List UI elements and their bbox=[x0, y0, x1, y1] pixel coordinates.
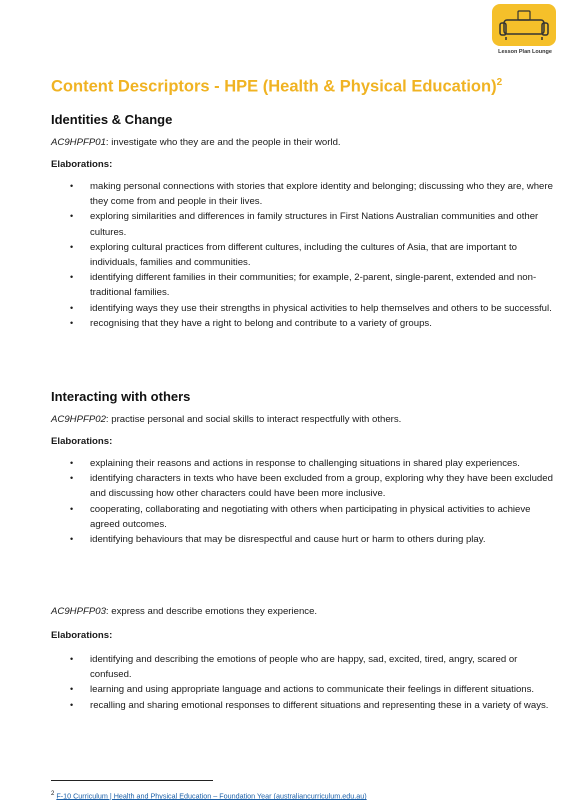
curriculum-link[interactable]: F-10 Curriculum | Health and Physical Education – Foundation Year (australiancurriculum.edu.au) bbox=[56, 791, 367, 801]
sofa-icon bbox=[492, 4, 556, 46]
list-item: • exploring similarities and differences in family structures in First Nations Australian communities and other cultures. bbox=[51, 209, 561, 239]
descriptor-code: AC9HPFP02 bbox=[51, 414, 106, 425]
elaborations-list bbox=[51, 456, 571, 547]
descriptor bbox=[51, 137, 571, 148]
lesson-plan-lounge-logo bbox=[490, 4, 560, 60]
list-item: • explaining their reasons and actions in response to challenging situations in shared play experiences. bbox=[51, 456, 561, 471]
section-identities-change bbox=[51, 112, 571, 331]
list-item: • recalling and sharing emotional responses to different situations and representing these in a variety of ways. bbox=[51, 698, 561, 713]
list-item: • learning and using appropriate language and actions to communicate their feelings in different situations. bbox=[51, 682, 561, 697]
descriptor-text: : practise personal and social skills to interact respectfully with others. bbox=[105, 414, 402, 425]
descriptor bbox=[51, 414, 571, 425]
descriptor-code: AC9HPFP01 bbox=[51, 137, 106, 148]
descriptor-text: : investigate who they are and the people in their world. bbox=[105, 137, 341, 148]
section-emotions bbox=[51, 606, 571, 713]
footnote-divider bbox=[51, 780, 213, 781]
elaborations-label: Elaborations: bbox=[51, 159, 113, 170]
page-title: Content Descriptors - HPE (Health & Physical Education)$^2$ bbox=[51, 77, 503, 96]
logo-badge bbox=[492, 4, 556, 46]
list-item: • identifying ways they use their strengths in physical activities to help themselves and others to be successful. bbox=[51, 301, 561, 316]
elaborations-list bbox=[51, 652, 571, 713]
descriptor-code: AC9HPFP03 bbox=[51, 606, 106, 617]
list-item: • identifying different families in their communities; for example, 2-parent, single-parent, extended and non-traditional families. bbox=[51, 270, 561, 300]
elaborations-list bbox=[51, 179, 571, 331]
descriptor-text: : express and describe emotions they experience. bbox=[105, 606, 318, 617]
list-item: • identifying behaviours that may be disrespectful and cause hurt or harm to others during play. bbox=[51, 532, 561, 547]
elaborations-label: Elaborations: bbox=[51, 436, 113, 447]
list-item: • recognising that they have a right to belong and contribute to a variety of groups. bbox=[51, 316, 561, 331]
list-item: • identifying characters in texts who have been excluded from a group, exploring why they have been excluded and discussing how other characters could have been more inclusive. bbox=[51, 471, 561, 501]
section-heading: Identities & Change bbox=[51, 112, 173, 127]
list-item: • identifying and describing the emotions of people who are happy, sad, excited, tired, angry, scared or confused. bbox=[51, 652, 561, 682]
footnote bbox=[51, 791, 367, 800]
section-interacting-with-others bbox=[51, 389, 571, 547]
section-heading: Interacting with others bbox=[51, 389, 191, 404]
list-item: • cooperating, collaborating and negotiating with others when participating in physical activities to achieve agreed outcomes. bbox=[51, 502, 561, 532]
descriptor bbox=[51, 606, 571, 617]
footnote-marker: 2 bbox=[51, 791, 55, 797]
list-item: • making personal connections with stories that explore identity and belonging; discussing who they are, where they come from and people in their lives. bbox=[51, 179, 561, 209]
logo-text: Lesson Plan Lounge bbox=[498, 49, 552, 55]
list-item: • exploring cultural practices from different cultures, including the cultures of Asia, that are important to individuals, families and communities. bbox=[51, 240, 561, 270]
elaborations-label: Elaborations: bbox=[51, 630, 113, 641]
footnote-ref[interactable]: 2 bbox=[496, 77, 503, 88]
